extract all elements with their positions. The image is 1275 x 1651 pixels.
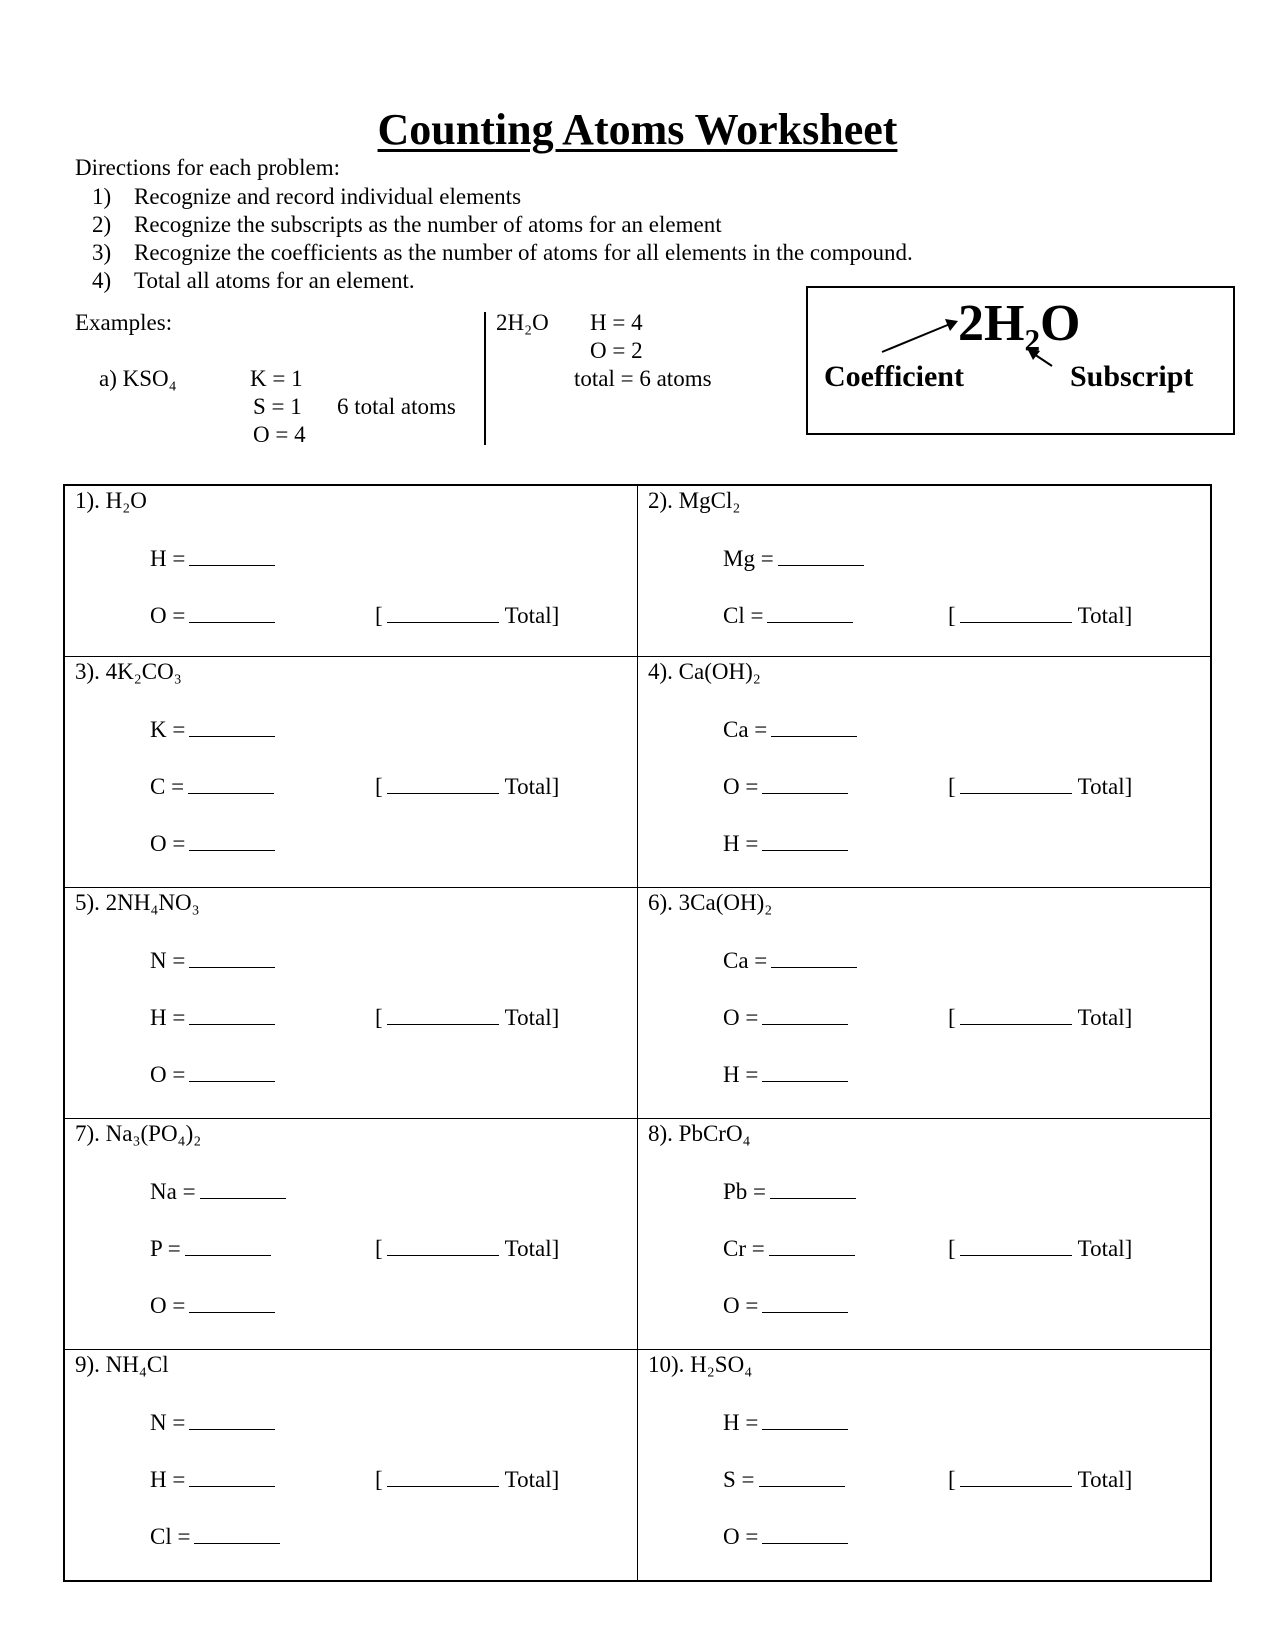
problem-title: 3). 4K₂CO₃ (75, 659, 182, 684)
element-label: H = (150, 546, 186, 571)
element-count-line (723, 1059, 848, 1088)
element-label: O = (723, 1005, 759, 1030)
total-line (948, 771, 1132, 800)
element-count-line (150, 1002, 275, 1031)
answer-blank[interactable] (767, 600, 853, 623)
legend-subscript-label: Subscript (1070, 360, 1194, 393)
answer-blank[interactable] (188, 771, 274, 794)
problem-cell (65, 1119, 638, 1350)
example-a-s: S = 1 (253, 394, 302, 419)
element-label: H = (150, 1467, 186, 1492)
legend-formula: 2H₂O (958, 295, 1081, 352)
total-label: Total] (504, 1005, 560, 1030)
element-label: Cl = (150, 1524, 191, 1549)
element-count-line (150, 1059, 275, 1088)
page-title: Counting Atoms Worksheet (377, 105, 898, 154)
total-bracket-open: [ (948, 1236, 956, 1261)
total-bracket-open: [ (948, 603, 956, 628)
element-label: S = (723, 1467, 755, 1492)
element-count-line (723, 543, 864, 572)
answer-blank[interactable] (189, 1059, 275, 1082)
total-blank[interactable] (387, 600, 499, 623)
answer-blank[interactable] (770, 1176, 856, 1199)
element-label: O = (150, 1293, 186, 1318)
total-line (375, 771, 559, 800)
element-count-line (723, 1407, 848, 1436)
examples-label: Examples: (75, 310, 173, 335)
example-a-total: 6 total atoms (337, 394, 456, 419)
total-bracket-open: [ (948, 1467, 956, 1492)
element-count-line (150, 771, 274, 800)
element-count-line (150, 1407, 275, 1436)
total-label: Total] (504, 1236, 560, 1261)
element-count-line (150, 714, 275, 743)
element-count-line (723, 771, 848, 800)
direction-step: 2) Recognize the subscripts as the number of atoms for an element (92, 212, 722, 237)
element-label: O = (150, 1062, 186, 1087)
problem-title: 10). H₂SO₄ (648, 1352, 753, 1377)
total-line (948, 600, 1132, 629)
problem-cell (638, 888, 1210, 1119)
example-a-k: K = 1 (250, 366, 303, 391)
element-label: C = (150, 774, 185, 799)
element-count-line (150, 543, 275, 572)
example-b-o: O = 2 (590, 338, 643, 363)
total-label: Total] (1077, 1467, 1133, 1492)
total-blank[interactable] (960, 1464, 1072, 1487)
element-label: Cr = (723, 1236, 765, 1261)
answer-blank[interactable] (769, 1233, 855, 1256)
answer-blank[interactable] (200, 1176, 286, 1199)
example-b-formula: 2H₂O (496, 310, 549, 335)
total-blank[interactable] (960, 600, 1072, 623)
element-count-line (150, 1521, 280, 1550)
element-count-line (723, 1290, 848, 1319)
total-blank[interactable] (387, 1233, 499, 1256)
total-line (948, 1233, 1132, 1262)
element-count-line (723, 828, 848, 857)
element-label: Ca = (723, 717, 768, 742)
total-label: Total] (504, 1467, 560, 1492)
problem-cell (65, 657, 638, 888)
element-label: N = (150, 1410, 186, 1435)
direction-step: 1) Recognize and record individual elements (92, 184, 522, 209)
element-count-line (150, 1464, 275, 1493)
example-a-o: O = 4 (253, 422, 306, 447)
element-label: H = (150, 1005, 186, 1030)
answer-blank[interactable] (762, 1002, 848, 1025)
answer-blank[interactable] (189, 945, 275, 968)
answer-blank[interactable] (771, 945, 857, 968)
problem-cell (638, 657, 1210, 888)
total-label: Total] (1077, 1236, 1133, 1261)
problem-cell (65, 888, 638, 1119)
total-line (375, 600, 559, 629)
problem-cell (638, 486, 1210, 657)
total-bracket-open: [ (375, 1236, 383, 1261)
problem-cell (638, 1119, 1210, 1350)
total-bracket-open: [ (375, 1467, 383, 1492)
problem-title: 7). Na₃(PO₄)₂ (75, 1121, 202, 1146)
problem-title: 9). NH₄Cl (75, 1352, 169, 1377)
coefficient-subscript-legend (806, 286, 1235, 435)
element-label: O = (150, 831, 186, 856)
element-label: Pb = (723, 1179, 767, 1204)
element-label: O = (723, 1524, 759, 1549)
element-count-line (150, 1290, 275, 1319)
element-count-line (150, 828, 275, 857)
element-label: O = (150, 603, 186, 628)
answer-blank[interactable] (759, 1464, 845, 1487)
element-label: K = (150, 717, 186, 742)
element-count-line (723, 1176, 856, 1205)
total-label: Total] (1077, 1005, 1133, 1030)
element-label: Ca = (723, 948, 768, 973)
answer-blank[interactable] (189, 1464, 275, 1487)
answer-blank[interactable] (762, 1290, 848, 1313)
total-label: Total] (1077, 774, 1133, 799)
answer-blank[interactable] (189, 1407, 275, 1430)
total-bracket-open: [ (375, 774, 383, 799)
total-line (948, 1464, 1132, 1493)
element-count-line (150, 945, 275, 974)
total-line (375, 1002, 559, 1031)
problem-title: 1). H₂O (75, 488, 147, 513)
total-bracket-open: [ (948, 1005, 956, 1030)
total-blank[interactable] (960, 771, 1072, 794)
element-count-line (150, 600, 275, 629)
total-blank[interactable] (387, 771, 499, 794)
total-line (375, 1464, 559, 1493)
element-label: H = (723, 1410, 759, 1435)
element-count-line (150, 1176, 286, 1205)
answer-blank[interactable] (762, 828, 848, 851)
element-label: P = (150, 1236, 181, 1261)
element-count-line (723, 1233, 855, 1262)
element-count-line (723, 945, 857, 974)
element-label: H = (723, 831, 759, 856)
example-b-h: H = 4 (590, 310, 643, 335)
problem-title: 4). Ca(OH)₂ (648, 659, 761, 684)
answer-blank[interactable] (762, 1059, 848, 1082)
answer-blank[interactable] (189, 714, 275, 737)
legend-coefficient-label: Coefficient (824, 360, 964, 393)
total-label: Total] (1077, 603, 1133, 628)
element-label: Mg = (723, 546, 774, 571)
total-blank[interactable] (960, 1233, 1072, 1256)
element-label: O = (723, 774, 759, 799)
answer-blank[interactable] (189, 1290, 275, 1313)
total-bracket-open: [ (375, 603, 383, 628)
element-count-line (723, 1521, 848, 1550)
directions-heading: Directions for each problem: (75, 155, 341, 180)
answer-blank[interactable] (762, 771, 848, 794)
element-label: H = (723, 1062, 759, 1087)
total-blank[interactable] (387, 1002, 499, 1025)
element-count-line (723, 714, 857, 743)
example-b-total: total = 6 atoms (574, 366, 712, 391)
answer-blank[interactable] (194, 1521, 280, 1544)
problem-cell (65, 1350, 638, 1580)
element-count-line (150, 1233, 271, 1262)
answer-blank[interactable] (189, 600, 275, 623)
element-label: Na = (150, 1179, 196, 1204)
direction-step: 4) Total all atoms for an element. (92, 268, 415, 293)
element-count-line (723, 600, 853, 629)
answer-blank[interactable] (189, 543, 275, 566)
element-label: Cl = (723, 603, 764, 628)
total-label: Total] (504, 774, 560, 799)
direction-step: 3) Recognize the coefficients as the number of atoms for all elements in the compound. (92, 240, 913, 265)
element-label: N = (150, 948, 186, 973)
answer-blank[interactable] (762, 1521, 848, 1544)
answer-blank[interactable] (778, 543, 864, 566)
examples-divider (484, 312, 486, 445)
problem-title: 8). PbCrO₄ (648, 1121, 751, 1146)
total-label: Total] (504, 603, 560, 628)
problem-title: 5). 2NH₄NO₃ (75, 890, 200, 915)
answer-blank[interactable] (189, 1002, 275, 1025)
element-count-line (723, 1464, 845, 1493)
problems-grid (63, 484, 1212, 1582)
element-label: O = (723, 1293, 759, 1318)
problem-title: 6). 3Ca(OH)₂ (648, 890, 773, 915)
total-line (375, 1233, 559, 1262)
problem-title: 2). MgCl₂ (648, 488, 741, 513)
answer-blank[interactable] (762, 1407, 848, 1430)
answer-blank[interactable] (185, 1233, 271, 1256)
problem-cell (638, 1350, 1210, 1580)
answer-blank[interactable] (771, 714, 857, 737)
total-bracket-open: [ (375, 1005, 383, 1030)
total-line (948, 1002, 1132, 1031)
element-count-line (723, 1002, 848, 1031)
total-blank[interactable] (960, 1002, 1072, 1025)
example-a-formula: a) KSO₄ (99, 366, 177, 391)
problem-cell (65, 486, 638, 657)
total-blank[interactable] (387, 1464, 499, 1487)
answer-blank[interactable] (189, 828, 275, 851)
total-bracket-open: [ (948, 774, 956, 799)
